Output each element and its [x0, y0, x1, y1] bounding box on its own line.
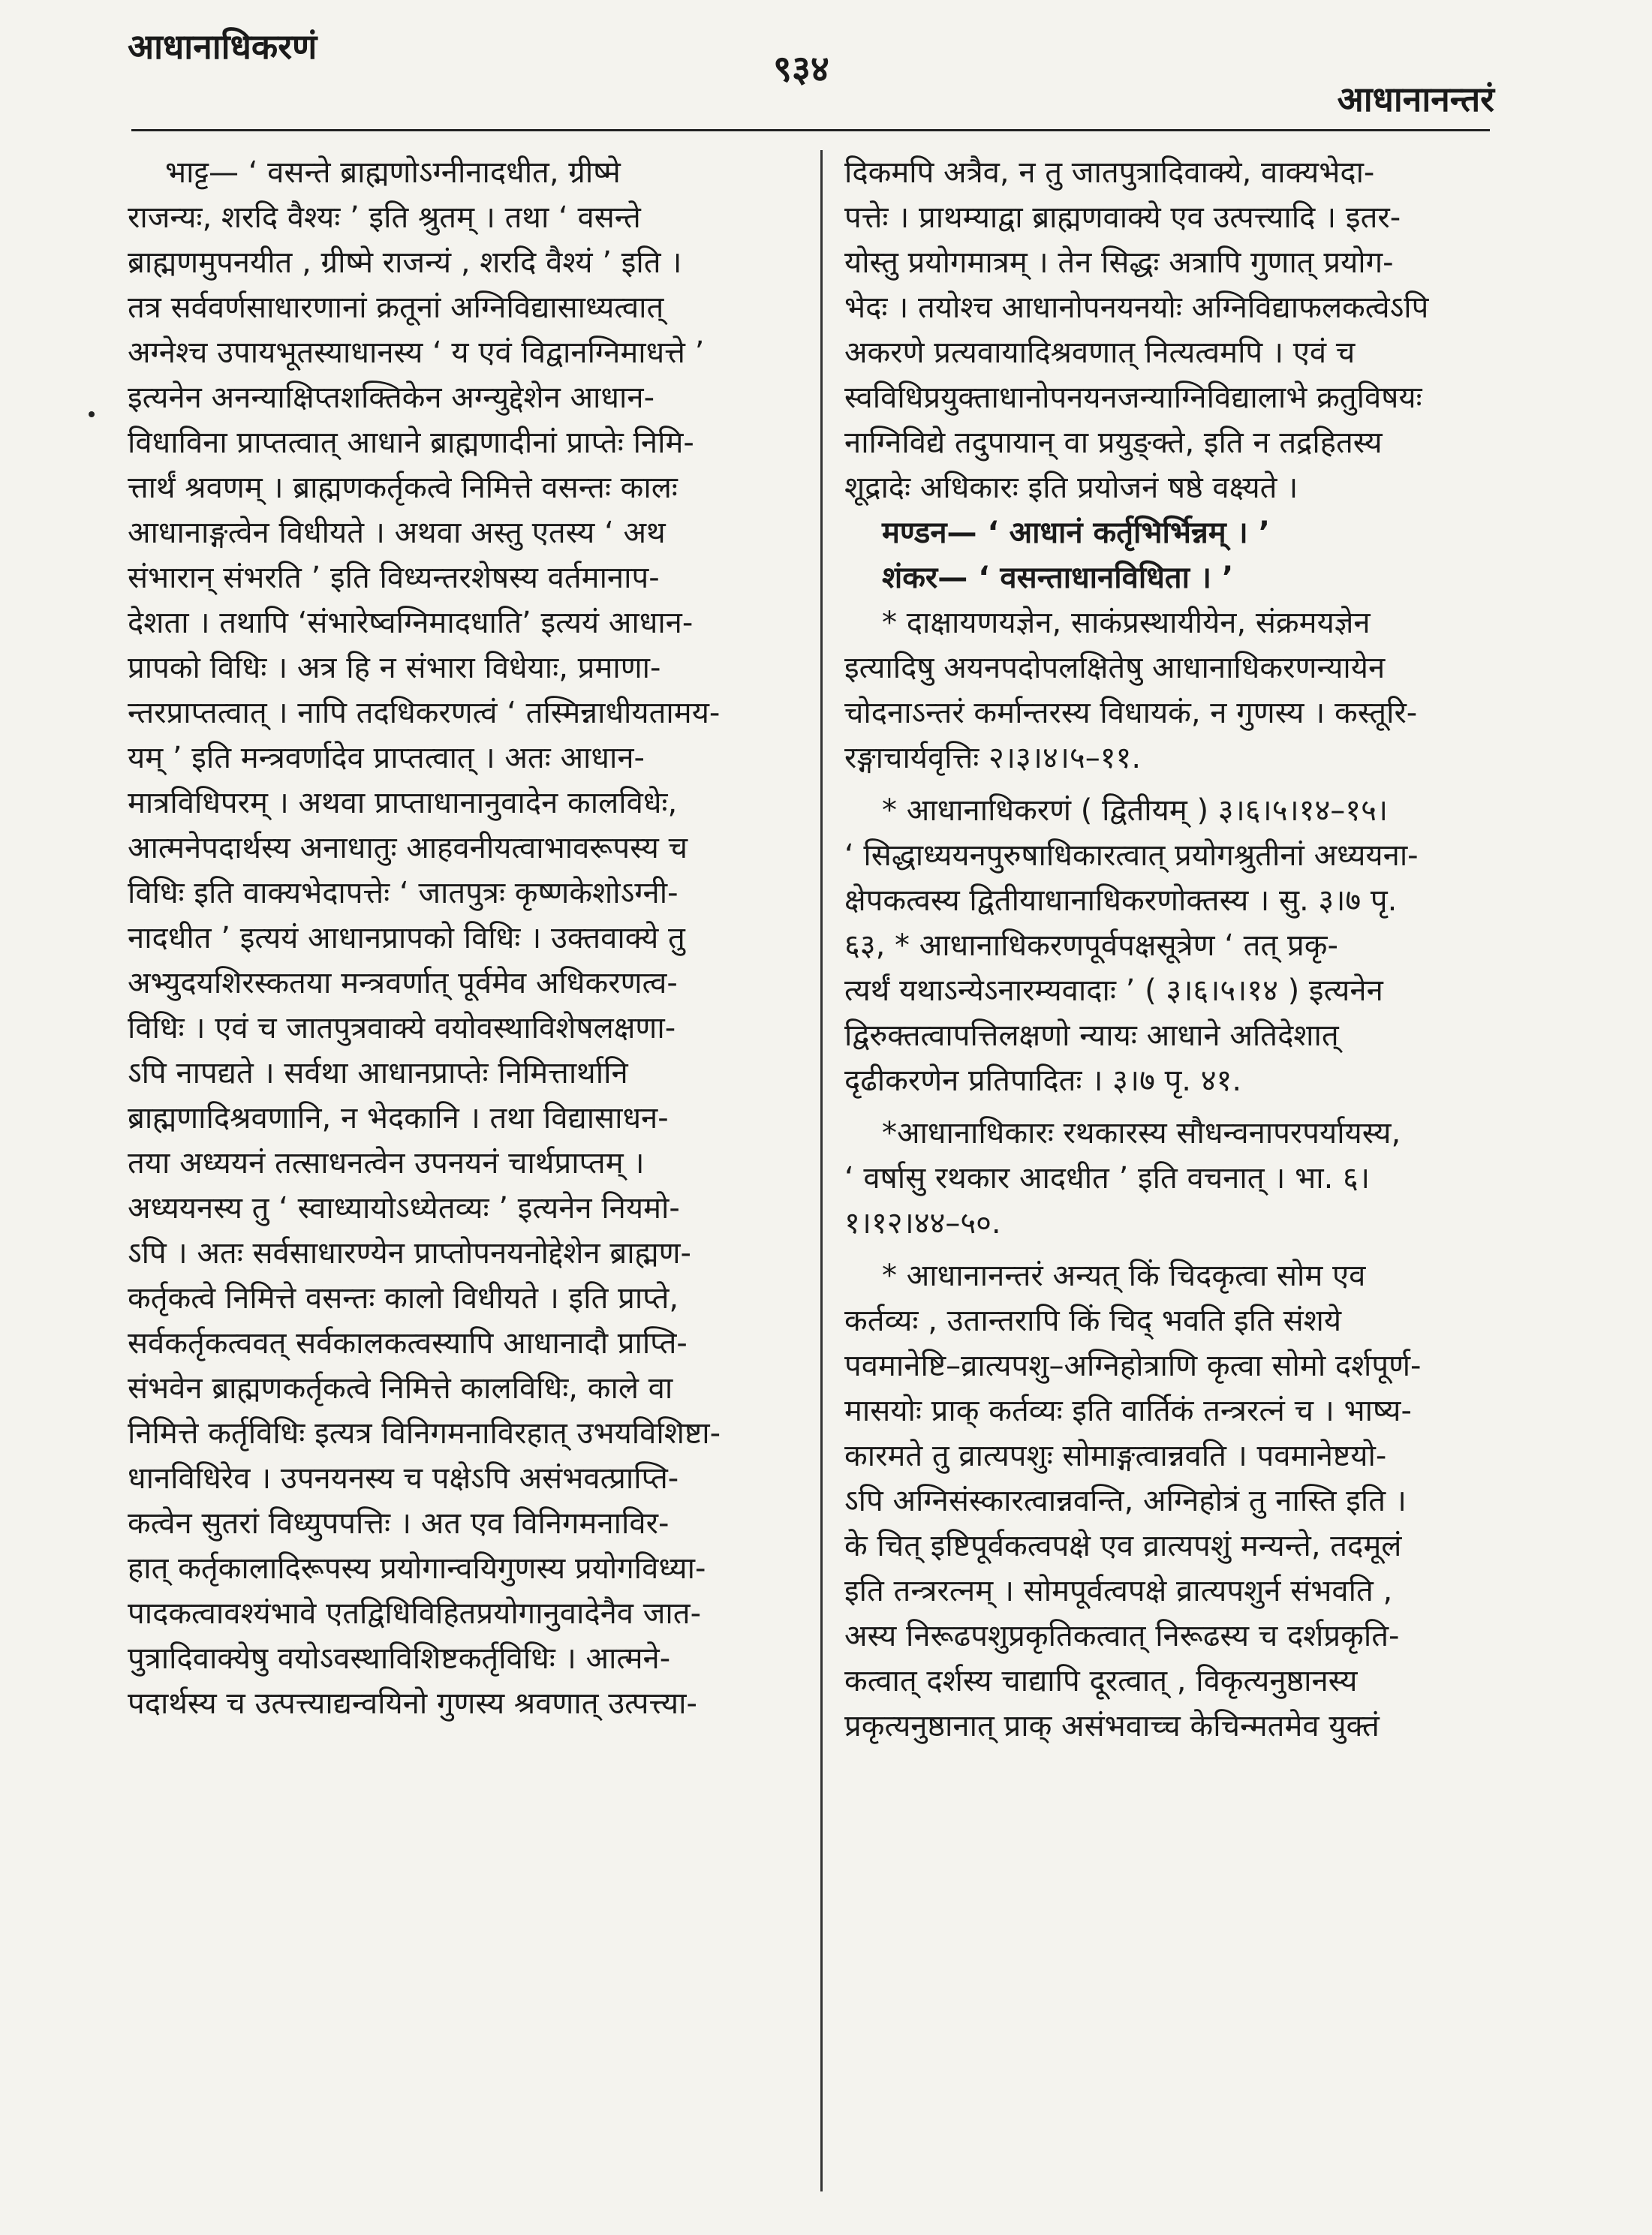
- text-line: मात्रविधिपरम् । अथवा प्राप्ताधानानुवादेन कालविधेः,: [128, 786, 678, 820]
- text-line: कत्वात् दर्शस्य चाद्यापि दूरत्वात् , विकृत्यनुष्ठानस्य: [844, 1664, 1358, 1698]
- text-line: ६३, * आधानाधिकरणपूर्वपक्षसूत्रेण ‘ तत् प्रकृ-: [844, 928, 1338, 963]
- left-column: [128, 150, 803, 1726]
- text-line: पत्तेः । प्राथम्याद्वा ब्राह्मणवाक्ये एव उत्पत्त्यादि । इतर-: [844, 200, 1401, 235]
- text-line: प्रकृत्यनुष्ठानात् प्राक् असंभवाच्च केचिन्मतमेव युक्तं: [844, 1709, 1380, 1743]
- text-line: पादकत्वावश्यंभावे एतद्विधिविहितप्रयोगानुवादेनैव जात-: [128, 1596, 702, 1631]
- text-line: धानविधिरेव । उपनयनस्य च पक्षेऽपि असंभवत्प्राप्ति-: [128, 1461, 679, 1496]
- text-line: हात् कर्तृकालादिरूपस्य प्रयोगान्वयिगुणस्य प्रयोगविध्या-: [128, 1551, 706, 1586]
- text-line: रङ्गाचार्यवृत्तिः २।३।४।५–११.: [844, 741, 1142, 775]
- text-line: पुत्रादिवाक्येषु वयोऽवस्थाविशिष्टकर्तृविधिः । आत्मने-: [128, 1641, 671, 1676]
- text-line: अध्ययनस्य तु ‘ स्वाध्यायोऽध्येतव्यः ’ इत्यनेन नियमो-: [128, 1191, 680, 1226]
- text-line: ‘ सिद्धाध्ययनपुरुषाधिकारत्वात् प्रयोगश्रुतीनां अध्ययना-: [844, 838, 1419, 873]
- text-line: विधिः इति वाक्यभेदापत्तेः ‘ जातपुत्रः कृष्णकेशोऽग्नी-: [128, 876, 679, 910]
- text-line: कारमते तु व्रात्यपशुः सोमाङ्गत्वान्नवति । पवमानेष्टयो-: [844, 1439, 1387, 1473]
- text-line: योस्तु प्रयोगमात्रम् । तेन सिद्धः अत्रापि गुणात् प्रयोग-: [844, 245, 1394, 280]
- text-line: द्विरुक्तत्वापत्तिलक्षणो न्यायः आधाने अतिदेशात्: [844, 1018, 1339, 1053]
- text-line: इति तन्त्ररत्नम् । सोमपूर्वत्वपक्षे व्रात्यपशुर्न संभवति ,: [844, 1574, 1393, 1608]
- text-line: नाग्निविद्ये तदुपायान् वा प्रयुङ्क्ते, इति न तद्रहितस्य: [844, 426, 1383, 460]
- paragraph-gap: [844, 781, 1505, 788]
- text-line: * आधानानन्तरं अन्यत् किं चिदकृत्वा सोम एव: [882, 1259, 1366, 1293]
- page-number: ९३४: [773, 48, 829, 90]
- text-line: ऽपि । अतः सर्वसाधारण्येन प्राप्तोपनयनोद्देशेन ब्राह्मण-: [128, 1236, 691, 1271]
- text-line: अग्नेश्च उपायभूतस्याधानस्य ‘ य एवं विद्वानग्निमाधत्ते ’: [128, 335, 705, 370]
- text-line: कर्तव्यः , उतान्तरापि किं चिद् भवति इति संशये: [844, 1304, 1342, 1338]
- text-line: राजन्यः, शरदि वैश्यः ’ इति श्रुतम् । तथा ‘ वसन्ते: [128, 200, 641, 235]
- text-line: इत्यनेन अनन्याक्षिप्तशक्तिकेन अग्न्युद्देशेन आधान-: [128, 381, 655, 415]
- text-line: कत्वेन सुतरां विध्युपपत्तिः । अत एव विनिगमनाविर-: [128, 1506, 670, 1541]
- text-line: के चित् इष्टिपूर्वकत्वपक्षे एव व्रात्यपशुं मन्यन्ते, तदमूलं: [844, 1529, 1402, 1563]
- text-line: आधानाङ्गत्वेन विधीयते । अथवा अस्तु एतस्य ‘ अथ: [128, 516, 666, 550]
- header-rule: [131, 129, 1490, 131]
- text-line: अकरणे प्रत्यवायादिश्रवणात् नित्यत्वमपि । एवं च: [844, 335, 1356, 370]
- text-line: कर्तृकत्वे निमित्ते वसन्तः कालो विधीयते । इति प्राप्ते,: [128, 1281, 679, 1316]
- text-line: * दाक्षायणयज्ञेन, साकंप्रस्थायीयेन, संक्रमयज्ञेन: [882, 606, 1371, 640]
- text-line: अस्य निरूढपशुप्रकृतिकत्वात् निरूढस्य च दर्शप्रकृति-: [844, 1619, 1400, 1653]
- text-line: भेदः । तयोश्च आधानोपनयनयोः अग्निविद्याफलकत्वेऽपि: [844, 290, 1429, 325]
- text-line: स्वविधिप्रयुक्ताधानोपनयनजन्याग्निविद्यालाभे क्रतुविषयः: [844, 381, 1422, 415]
- text-line: १।१२।४४–५०.: [844, 1206, 1001, 1241]
- column-divider: [820, 150, 823, 2191]
- text-line: प्रापको विधिः । अत्र हि न संभारा विधेयाः, प्रमाणा-: [128, 651, 661, 685]
- text-line: शूद्रादेः अधिकारः इति प्रयोजनं षष्ठे वक्ष्यते ।: [844, 471, 1298, 505]
- text-line: ऽपि अग्निसंस्कारत्वान्नवन्ति, अग्निहोत्रं तु नास्ति इति ।: [844, 1484, 1407, 1518]
- text-line: विधिः । एवं च जातपुत्रवाक्ये वयोवस्थाविशेषलक्षणा-: [128, 1011, 676, 1045]
- text-line: त्यर्थं यथाऽन्येऽनारम्यवादाः ’ ( ३।६।५।१४ ) इत्यनेन: [844, 973, 1383, 1008]
- running-header-right: आधानानन्तरं: [1337, 79, 1494, 119]
- text-line: विधाविना प्राप्तत्वात् आधाने ब्राह्मणादीनां प्राप्तेः निमि-: [128, 426, 694, 460]
- text-line: तया अध्ययनं तत्साधनत्वेन उपनयनं चार्थप्राप्तम् ।: [128, 1146, 645, 1181]
- text-line: मासयोः प्राक् कर्तव्यः इति वार्तिकं तन्त्ररत्नं च । भाष्य-: [844, 1394, 1412, 1428]
- text-line: संभवेन ब्राह्मणकर्तृकत्वे निमित्ते कालविधिः, काले वा: [128, 1371, 673, 1406]
- text-line: संभारान् संभरति ’ इति विध्यन्तरशेषस्य वर्तमानाप-: [128, 561, 660, 595]
- text-line: इत्यादिषु अयनपदोपलक्षितेषु आधानाधिकरणन्यायेन: [844, 651, 1386, 685]
- text-line: भाट्ट— ‘ वसन्ते ब्राह्मणोऽग्नीनादधीत, ग्रीष्मे: [165, 155, 621, 190]
- text-line: यम् ’ इति मन्त्रवर्णादेव प्राप्तत्वात् । अतः आधान-: [128, 741, 645, 775]
- text-line: पवमानेष्टि–व्रात्यपशु–अग्निहोत्राणि कृत्वा सोमो दर्शपूर्ण-: [844, 1349, 1422, 1383]
- text-line: ब्राह्मणमुपनयीत , ग्रीष्मे राजन्यं , शरदि वैश्यं ’ इति ।: [128, 245, 682, 280]
- text-line: त्तार्थं श्रवणम् । ब्राह्मणकर्तृकत्वे निमित्ते वसन्तः कालः: [128, 471, 678, 505]
- text-line: तत्र सर्ववर्णसाधारणानां क्रतूनां अग्निविद्यासाध्यत्वात्: [128, 290, 664, 325]
- text-line: अभ्युदयशिरस्कतया मन्त्रवर्णात् पूर्वमेव अधिकरणत्व-: [128, 966, 678, 1000]
- text-line: दिकमपि अत्रैव, न तु जातपुत्रादिवाक्ये, वाक्यभेदा-: [844, 155, 1375, 190]
- text-line: * आधानाधिकरणं ( द्वितीयम् ) ३।६।५।१४–१५।: [882, 793, 1389, 828]
- margin-mark: [89, 411, 95, 417]
- text-line: क्षेपकत्वस्य द्वितीयाधानाधिकरणोक्तस्य । सु. ३।७ पृ.: [844, 883, 1398, 918]
- text-line: निमित्ते कर्तृविधिः इत्यत्र विनिगमनाविरहात् उभयविशिष्टा-: [128, 1416, 721, 1451]
- text-line: *आधानाधिकारः रथकारस्य सौधन्वनापरपर्यायस्य,: [882, 1116, 1401, 1151]
- text-line: देशता । तथापि ‘संभारेष्वग्निमादधाति’ इत्ययं आधान-: [128, 606, 694, 640]
- text-line: दृढीकरणेन प्रतिपादितः । ३।७ पृ. ४१.: [844, 1063, 1242, 1098]
- text-line: ‘ वर्षासु रथकार आदधीत ’ इति वचनात् । भा. ६।: [844, 1161, 1370, 1196]
- text-line: नादधीत ’ इत्ययं आधानप्रापको विधिः । उक्तवाक्ये तु: [128, 921, 685, 955]
- running-header-left: आधानाधिकरणं: [128, 26, 317, 67]
- text-line: ब्राह्मणादिश्रवणानि, न भेदकानि । तथा विद्यासाधन-: [128, 1101, 669, 1136]
- paragraph-gap: [844, 1103, 1505, 1111]
- text-line: न्तरप्राप्तत्वात् । नापि तदधिकरणत्वं ‘ तस्मिन्नाधीयतामय-: [128, 696, 721, 730]
- paragraph-gap: [844, 1246, 1505, 1253]
- shankara-quote: शंकर— ‘ वसन्ताधानविधिता । ’: [882, 561, 1234, 595]
- text-line: चोदनाऽन्तरं कर्मान्तरस्य विधायकं, न गुणस्य । कस्तूरि-: [844, 696, 1418, 730]
- mandana-quote: मण्डन— ‘ आधानं कर्तृभिर्भिन्नम् । ’: [882, 516, 1270, 550]
- right-column: [844, 150, 1505, 1749]
- text-line: सर्वकर्तृकत्ववत् सर्वकालकत्वस्यापि आधानादौ प्राप्ति-: [128, 1326, 688, 1361]
- text-line: आत्मनेपदार्थस्य अनाधातुः आहवनीयत्वाभावरूपस्य च: [128, 831, 688, 865]
- text-line: पदार्थस्य च उत्पत्त्याद्यन्वयिनो गुणस्य श्रवणात् उत्पत्त्या-: [128, 1686, 697, 1721]
- text-line: ऽपि नापद्यते । सर्वथा आधानप्राप्तेः निमित्तार्थानि: [128, 1056, 628, 1090]
